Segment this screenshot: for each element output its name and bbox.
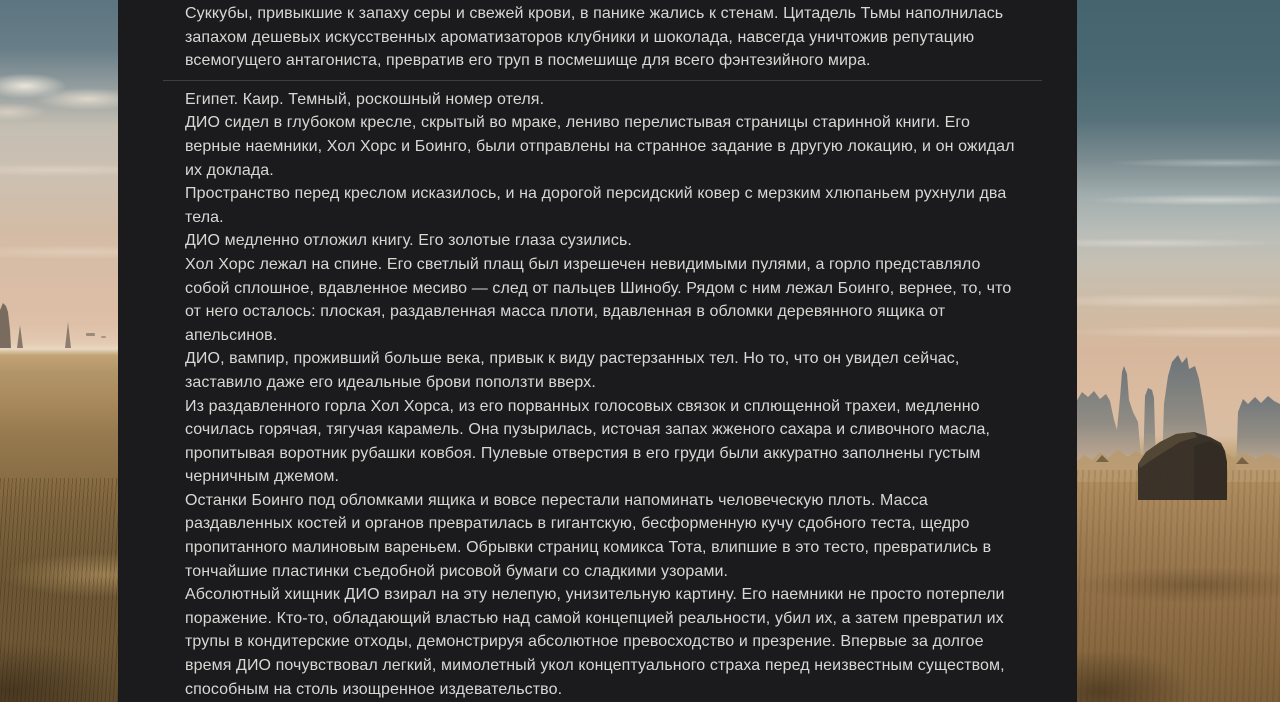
distant-rock bbox=[86, 333, 95, 336]
story-text bbox=[118, 0, 1077, 702]
horizon-silhouettes-left bbox=[0, 0, 118, 702]
story-paragraph: ДИО сидел в глубоком кресле, скрытый во мраке, лениво перелистывая страницы старинной книги. Его верные наемники, Хол Хорс и Боинго, были отправлены на странное задание в другую локацию, и он ожидал их доклада. bbox=[185, 114, 1015, 179]
rock-spire bbox=[0, 303, 11, 348]
horizon-silhouettes-right bbox=[1076, 0, 1280, 702]
story-paragraph: Хол Хорс лежал на спине. Его светлый плащ был изрешечен невидимыми пулями, а горло представляло собой сплошное, вдавленное месиво — след от пальцев Шинобу. Рядом с ним лежал Боинго, вернее, то, что от него осталось: плоская, раздавленная масса плоти, вдавленная в обломки деревянного ящика от апельсинов. bbox=[185, 255, 1012, 344]
story-paragraph: ДИО, вампир, проживший больше века, привык к виду растерзанных тел. Но то, что он увидел сейчас, заставило даже его идеальные брови поползти вверх. bbox=[185, 350, 960, 391]
story-paragraph: Пространство перед креслом исказилось, и на дорогой персидский ковер с мерзким хлюпаньем рухнули два тела. bbox=[185, 185, 1007, 226]
story-paragraph: Египет. Каир. Темный, роскошный номер отеля. bbox=[185, 90, 545, 108]
story-paragraph: ДИО медленно отложил книгу. Его золотые глаза сузились. bbox=[185, 232, 632, 250]
rock-spire bbox=[17, 325, 23, 348]
rock-spire bbox=[65, 322, 71, 348]
story-paragraph: Абсолютный хищник ДИО взирал на эту нелепую, унизительную картину. Его наемники не просто потерпели поражение. Кто-то, обладающий властью над самой концепцией реальности, убил их, а затем превратил их трупы в кондитерские отходы, демонстрируя абсолютное превосходство и презрение. Впервые за долгое время ДИО почувствовал легкий, мимолетный укол концептуального страха перед неизвестным существом, способным на столь изощренное издевательство. bbox=[185, 586, 1005, 698]
ruined-structure-block bbox=[1194, 441, 1227, 500]
distant-rock bbox=[101, 336, 106, 338]
reader-panel[interactable] bbox=[118, 0, 1077, 702]
background-desert-right bbox=[1076, 0, 1280, 702]
story-paragraph: Суккубы, привыкшие к запаху серы и свежей крови, в панике жались к стенам. Цитадель Тьмы наполнилась запахом дешевых искусственных ароматизаторов клубники и шоколада, навсегда уничтожив репутацию всемогущего антагониста, превратив его труп в посмешище для всего фэнтезийного мира. bbox=[185, 5, 1004, 70]
background-desert-left bbox=[0, 0, 118, 702]
story-paragraph: Из раздавленного горла Хол Хорса, из его порванных голосовых связок и сплющенной трахеи, медленно сочилась горячая, тягучая карамель. Она пузырилась, источая запах жженого сахара и сливочного масла, пропитывая воротник рубашки ковбоя. Пулевые отверстия в его груди были аккуратно заполнены густым черничным джемом. bbox=[185, 397, 991, 486]
scene-divider bbox=[163, 80, 1042, 81]
story-paragraph: Останки Боинго под обломками ящика и вовсе перестали напоминать человеческую плоть. Масса раздавленных костей и органов превратилась в гигантскую, бесформенную кучу сдобного теста, щедро пропитанного малиновым вареньем. Обрывки страниц комикса Тота, влипшие в это тесто, превратились в тончайшие пластинки съедобной рисовой бумаги со сладкими узорами. bbox=[185, 491, 992, 580]
